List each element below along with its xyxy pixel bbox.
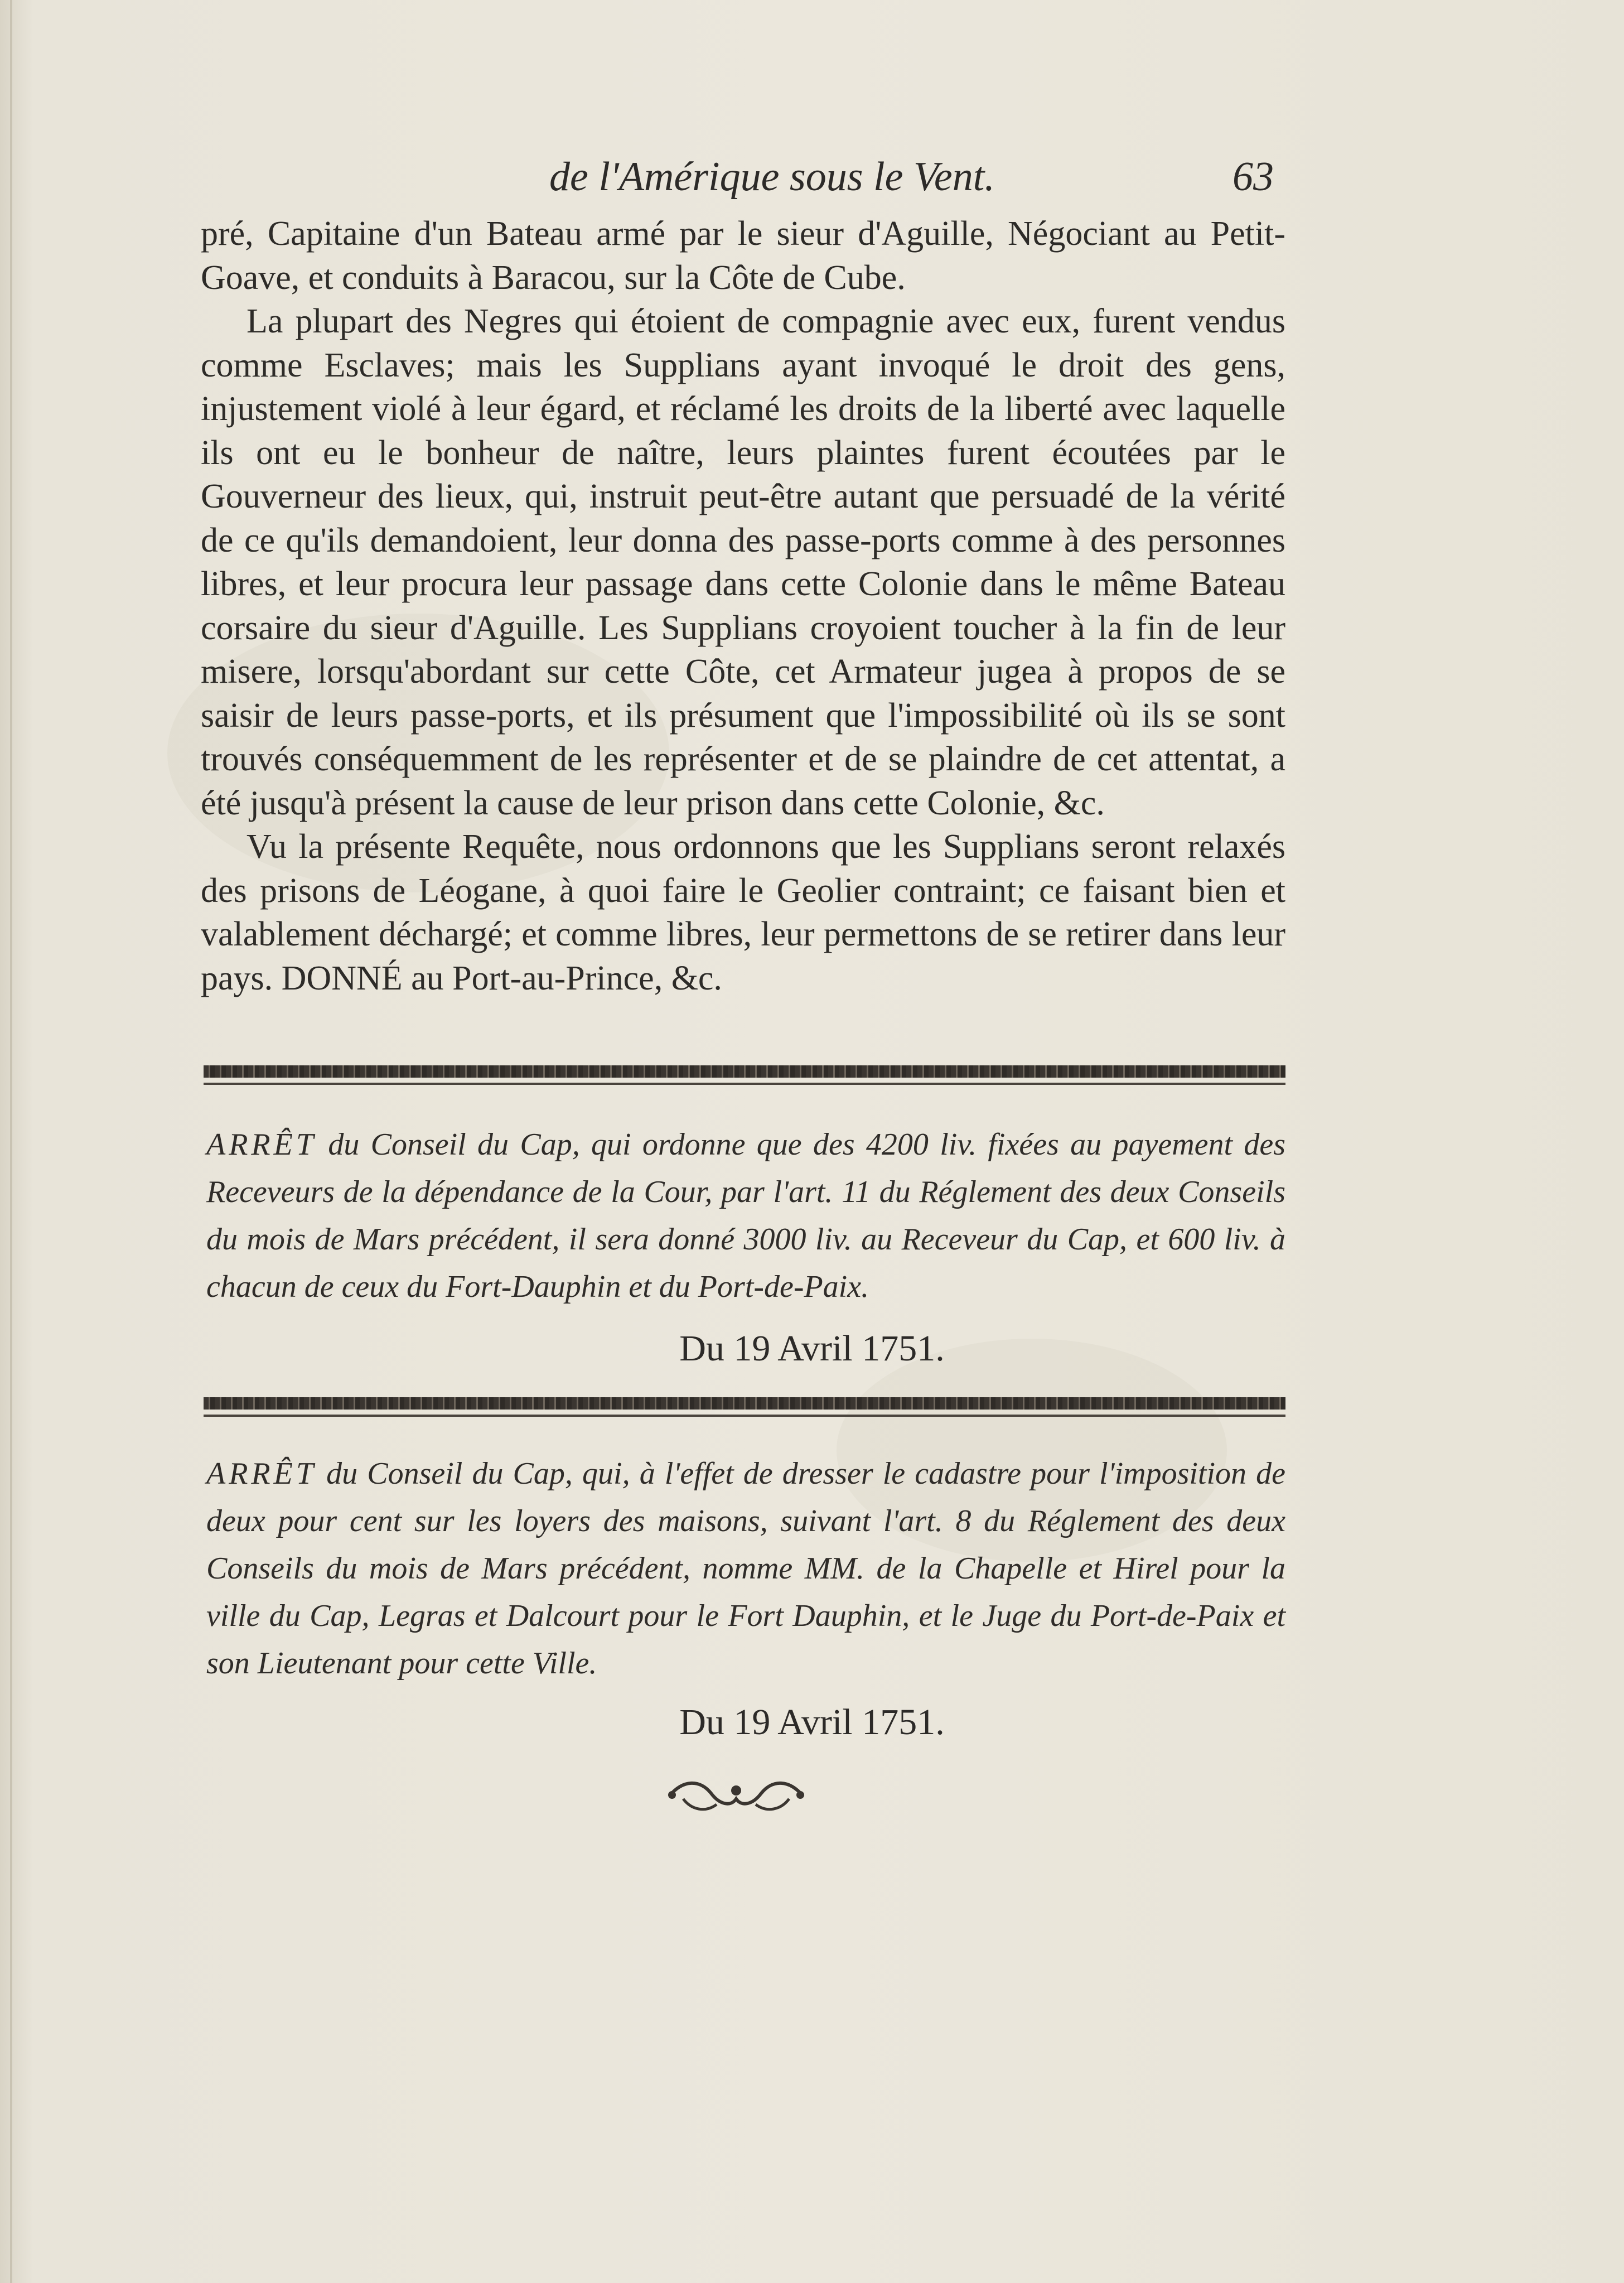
running-header — [0, 148, 1624, 204]
page-number: 63 — [1232, 154, 1274, 200]
section-divider — [204, 1397, 1285, 1417]
paragraph-continuation: pré, Capitaine d'un Bateau armé par le sieur d'Aguille, Négociant au Petit-Goave, et conduits à Baracou, sur la Côte de Cube. — [201, 215, 1285, 297]
arret-title-1 — [206, 1121, 1285, 1311]
arret-text-1: du Conseil du Cap, qui ordonne que des 4200 liv. fixées au payement des Receveurs de la dépendance de la Cour, par l'art. 11 du Réglement des deux Conseils du mois de Mars précédent, il sera donné 3000 liv. au Receveur du Cap, et 600 liv. à chacun de ceux du Fort-Dauphin et du Port-de-Paix. — [206, 1127, 1286, 1304]
divider-thick-rule — [204, 1397, 1285, 1410]
arret-date-1: Du 19 Avril 1751. — [679, 1328, 945, 1369]
arret-lead-2: ARRÊT — [206, 1456, 317, 1491]
arret-date-2: Du 19 Avril 1751. — [679, 1702, 945, 1743]
arret-lead-1: ARRÊT — [206, 1127, 317, 1162]
divider-thick-rule — [204, 1065, 1285, 1078]
arret-title-2 — [206, 1450, 1285, 1687]
fleuron-ornament-icon — [661, 1774, 811, 1818]
section-divider — [204, 1065, 1285, 1085]
divider-thin-rule — [204, 1415, 1285, 1417]
arret-text-2: du Conseil du Cap, qui, à l'effet de dresser le cadastre pour l'imposition de deux pour cent sur les loyers des maisons, suivant l'art. 8 du Réglement des deux Conseils du mois de Mars précédent, nomme MM. de la Chapelle et Hirel pour la ville du Cap, Legras et Dalcourt pour le Fort Dauphin, et le Juge du Port-de-Paix et son Lieutenant pour cette Ville. — [206, 1456, 1286, 1681]
paragraph-negres: La plupart des Negres qui étoient de compagnie avec eux, furent vendus comme Esclaves; mais les Supplians ayant invoqué le droit des gens, injustement violé à leur égard, et réclamé les droits de la liberté avec laquelle ils ont eu le bonheur de naître, leurs plaintes furent écoutées par le Gouverneur des lieux, qui, instruit peut-être autant que persuadé de la vérité de ce qu'ils demandoient, leur donna des passe-ports comme à des personnes libres, et leur procura leur passage dans cette Colonie dans le même Bateau corsaire du sieur d'Aguille. Les Supplians croyoient toucher à la fin de leur misere, lorsqu'abordant sur cette Côte, cet Armateur jugea à propos de se saisir de leurs passe-ports, et ils présument que l'impossibilité où ils se sont trouvés conséquemment de les représenter et de se plaindre de cet attentat, a été jusqu'à présent la cause de leur prison dans cette Colonie, &c. — [201, 302, 1285, 822]
paragraph-ordonnance: Vu la présente Requête, nous ordonnons que les Supplians seront relaxés des prisons de Léogane, à quoi faire le Geolier contraint; ce faisant bien et valablement déchargé; et comme libres, leur permettons de se retirer dans leur pays. DONNÉ au Port-au-Prince, &c. — [201, 828, 1285, 997]
divider-thin-rule — [204, 1083, 1285, 1085]
running-title: de l'Amérique sous le Vent. — [549, 154, 995, 200]
body-text — [201, 212, 1285, 1000]
page-binding-edge — [10, 0, 12, 2283]
